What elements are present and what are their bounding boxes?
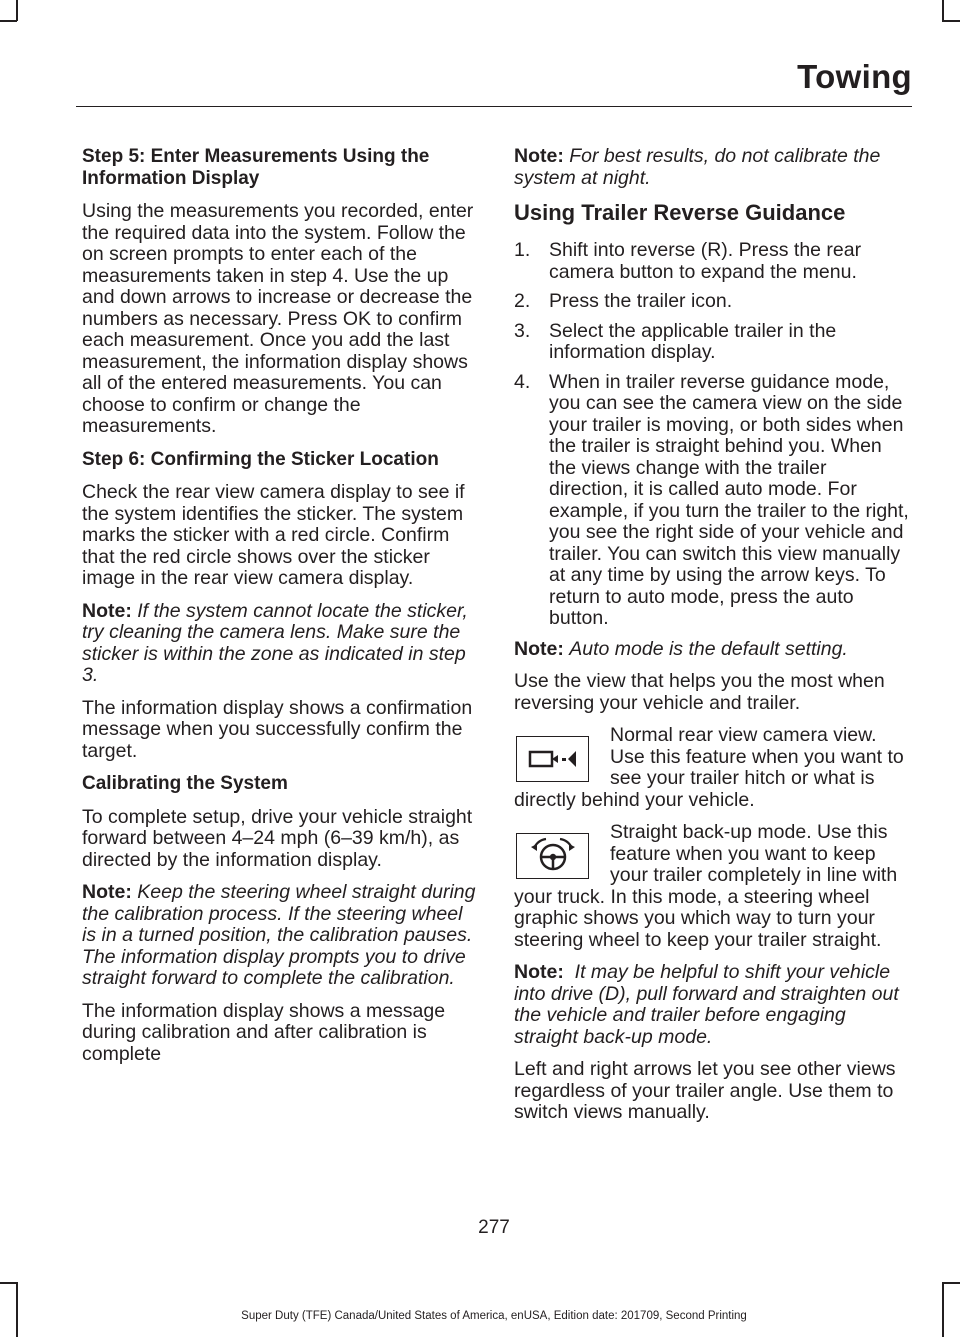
step6-heading: Step 6: Confirming the Sticker Location	[82, 448, 439, 470]
list-item	[514, 240, 909, 283]
calibration-body: To complete setup, drive your vehicle straight forward between 4–24 mph (6–39 km/h), as directed by the information display.	[82, 805, 473, 871]
list-item	[514, 372, 909, 630]
edition-footer: Super Duty (TFE) Canada/United States of America, enUSA, Edition date: 201709, Second Printing	[241, 1310, 747, 1322]
calibration-heading: Calibrating the System	[82, 773, 288, 794]
confirm-body: The information display shows a confirmation message when you successfully confirm the target.	[82, 696, 473, 762]
left-column	[82, 146, 480, 1076]
guidance-heading: Using Trailer Reverse Guidance	[514, 200, 846, 225]
note-label: Note:	[82, 881, 132, 903]
guidance-steps	[514, 240, 909, 630]
crop-mark-top-left-h	[0, 20, 17, 22]
header-divider	[76, 106, 912, 107]
step-number: 3.	[514, 319, 531, 342]
step-text: Select the applicable trailer in the information display.	[549, 319, 837, 363]
straight-backup-text: Straight back-up mode. Use this feature when you want to keep your trailer completely in line with your truck. In this mode, a steering wheel graphic shows you which way to turn your steering wheel to keep your trailer straight.	[514, 822, 898, 951]
step5-body: Using the measurements you recorded, enter the required data into the system. Follow the on screen prompts to enter each of the measurements taken in step 4. Use the up and down arrows to increase or decrease the numbers as necessary. Press OK to confirm each measurement. Once you add the last measurement, the information display shows all of the entered measurements. You can choose to confirm or change the measurements.	[82, 200, 474, 437]
page-title: Towing	[797, 58, 912, 95]
note-label: Note:	[514, 961, 564, 983]
page-number: 277	[478, 1217, 510, 1238]
steering-wheel-icon	[516, 833, 589, 879]
arrows-text: Left and right arrows let you see other views regardless of your trailer angle. Use them to switch views manually.	[514, 1058, 896, 1123]
step-number: 4.	[514, 370, 531, 393]
calibration-end: The information display shows a message during calibration and after calibration is complete	[82, 999, 446, 1065]
step6-body: Check the rear view camera display to see if the system identifies the sticker. The system marks the sticker with a red circle. Confirm that the red circle shows over the sticker image in the rear view camera display.	[82, 481, 465, 589]
note-sticker	[82, 601, 480, 687]
rear-camera-icon	[516, 736, 589, 782]
note-label: Note:	[514, 637, 564, 660]
step-text: Shift into reverse (R). Press the rear camera button to expand the menu.	[549, 239, 862, 283]
note-text: Keep the steering wheel straight during the calibration process. If the steering wheel is in a turned position, the calibration pauses. The information display prompts you to drive straight forward to complete the calibration.	[82, 881, 476, 989]
right-column	[514, 146, 909, 1135]
list-item	[514, 321, 909, 364]
note-text: It may be helpful to shift your vehicle into drive (D), pull forward and straighten out the vehicle and trailer before engaging straight back-up mode.	[514, 961, 899, 1048]
camera-view-block	[514, 725, 909, 811]
step-number: 1.	[514, 239, 531, 261]
note-label: Note:	[82, 599, 132, 622]
step5-heading: Step 5: Enter Measurements Using the Information Display	[82, 146, 430, 189]
note-text: For best results, do not calibrate the system at night.	[514, 145, 881, 189]
crop-mark-bottom-right-h	[942, 1282, 960, 1284]
note-text: Auto mode is the default setting.	[569, 637, 848, 660]
list-item	[514, 291, 909, 313]
note-night	[514, 146, 909, 189]
note-calibration	[82, 882, 480, 990]
straight-backup-block	[514, 822, 909, 951]
note-drive	[514, 962, 909, 1048]
step-text: When in trailer reverse guidance mode, you can see the camera view on the side your trailer is moving, or both sides when the trailer is straight behind you. When the views change with the trailer direction, it is called auto mode. For example, if you turn the trailer to the right, you see the right side of your vehicle and trailer. You can switch this view manually at any time by using the arrow keys. To return to auto mode, press the auto button.	[549, 370, 909, 629]
note-label: Note:	[514, 145, 564, 167]
step-text: Press the trailer icon.	[549, 290, 733, 312]
use-view-text: Use the view that helps you the most when reversing your vehicle and trailer.	[514, 670, 885, 714]
crop-mark-bottom-left-h	[0, 1282, 17, 1284]
note-text: If the system cannot locate the sticker, try cleaning the camera lens. Make sure the sticker is within the zone as indicated in step 3.	[82, 599, 468, 686]
camera-view-text: Normal rear view camera view. Use this feature when you want to see your trailer hitch or what is directly behind your vehicle.	[514, 725, 904, 811]
crop-mark-top-right	[942, 0, 944, 21]
note-auto-mode	[514, 639, 909, 661]
step-number: 2.	[514, 290, 531, 312]
crop-mark-top-right-h	[942, 20, 960, 22]
crop-mark-top-left	[16, 0, 18, 21]
